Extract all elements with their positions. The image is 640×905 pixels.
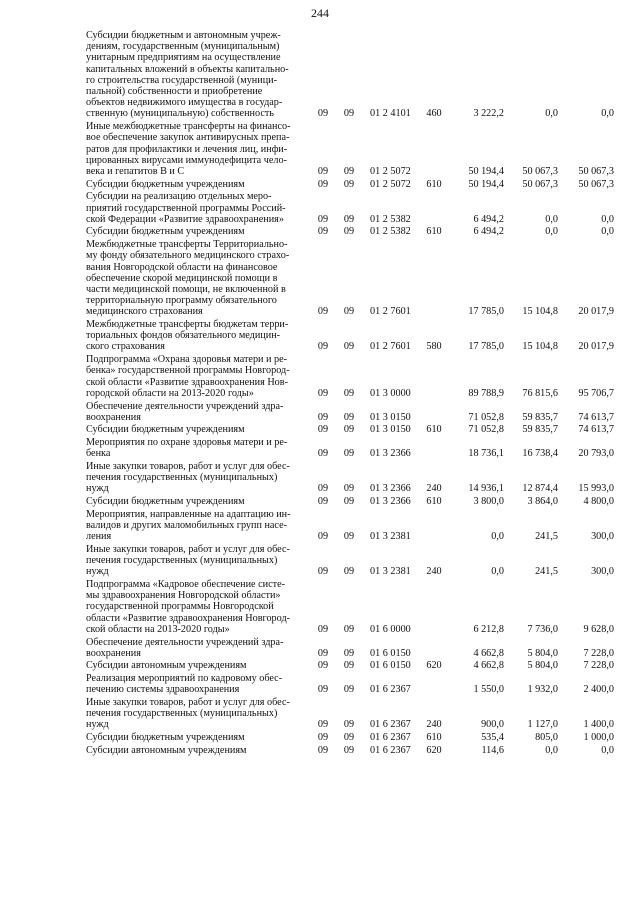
row-section: 09 <box>317 647 329 659</box>
row-name: Субсидии автономным учреждениям <box>86 744 247 756</box>
row-value-2: 16 738,4 <box>522 448 558 460</box>
row-name: Субсидии бюджетным учреждениям <box>86 496 245 508</box>
row-expense-type: 240 <box>426 719 442 731</box>
row-name: Иные межбюджетные трансферты на финансо- вое обеспечение закупок антивирусных препа- ратов для профилактики и лечения лиц, инфи- цированных вирусами иммунодефицита чело- века и гепатитов В и С <box>86 121 291 177</box>
row-target-code: 01 2 5382 <box>370 213 411 225</box>
row-name: Субсидии бюджетным учреждениям <box>86 732 245 744</box>
row-target-code: 01 6 2367 <box>370 732 411 744</box>
row-expense-type: 620 <box>426 660 442 672</box>
row-subsection: 09 <box>343 732 355 744</box>
row-name: Подпрограмма «Кадровое обеспечение систе- мы здравоохранения Новгородской области» государственной программы Новгородской области «Развитие здравоохранения Новгород- ской области на 2013-2020 годы» <box>86 579 291 635</box>
row-section: 09 <box>317 660 329 672</box>
row-value-1: 900,0 <box>481 719 504 731</box>
row-name: Подпрограмма «Охрана здоровья матери и ре- бенка» государственной программы Новгород- ской области «Развитие здравоохранения Нов- городской области на 2013-2020 годы» <box>86 354 290 399</box>
row-value-3: 0,0 <box>601 213 614 225</box>
row-target-code: 01 2 5072 <box>370 165 411 177</box>
row-value-2: 50 067,3 <box>522 178 558 190</box>
row-value-3: 95 706,7 <box>578 387 614 399</box>
table-row <box>86 496 614 507</box>
row-value-1: 71 052,8 <box>468 424 504 436</box>
table-row <box>86 424 614 435</box>
row-expense-type: 620 <box>426 744 442 756</box>
table-row <box>86 509 614 543</box>
row-value-2: 5 804,0 <box>527 660 558 672</box>
row-value-3: 300,0 <box>591 566 614 578</box>
row-value-3: 74 613,7 <box>578 424 614 436</box>
row-value-2: 0,0 <box>545 213 558 225</box>
row-value-3: 50 067,3 <box>578 178 614 190</box>
budget-table <box>86 30 614 756</box>
page-number: 244 <box>311 6 329 20</box>
table-row <box>86 121 614 177</box>
row-value-1: 89 788,9 <box>468 387 504 399</box>
row-name: Обеспечение деятельности учреждений здра- воохранения <box>86 636 284 659</box>
row-subsection: 09 <box>343 387 355 399</box>
row-value-3: 15 993,0 <box>578 483 614 495</box>
row-value-2: 59 835,7 <box>522 424 558 436</box>
row-value-3: 7 228,0 <box>583 647 614 659</box>
row-section: 09 <box>317 483 329 495</box>
row-subsection: 09 <box>343 306 355 318</box>
table-row <box>86 697 614 731</box>
row-value-3: 0,0 <box>601 744 614 756</box>
table-row <box>86 745 614 756</box>
row-value-2: 5 804,0 <box>527 647 558 659</box>
row-section: 09 <box>317 684 329 696</box>
row-value-1: 3 800,0 <box>473 496 504 508</box>
row-value-2: 1 127,0 <box>527 719 558 731</box>
row-value-3: 9 628,0 <box>583 623 614 635</box>
row-subsection: 09 <box>343 623 355 635</box>
row-value-1: 535,4 <box>481 732 504 744</box>
row-name: Иные закупки товаров, работ и услуг для обес- печения государственных (муниципальных) нужд <box>86 697 290 731</box>
row-value-3: 20 793,0 <box>578 448 614 460</box>
row-value-1: 17 785,0 <box>468 341 504 353</box>
row-value-1: 50 194,4 <box>468 178 504 190</box>
table-row <box>86 437 614 459</box>
row-value-3: 0,0 <box>601 226 614 238</box>
row-expense-type: 610 <box>426 732 442 744</box>
row-value-3: 7 228,0 <box>583 660 614 672</box>
row-value-3: 20 017,9 <box>578 341 614 353</box>
row-value-2: 0,0 <box>545 744 558 756</box>
row-value-1: 6 494,2 <box>473 213 504 225</box>
row-value-1: 71 052,8 <box>468 411 504 423</box>
row-value-1: 4 662,8 <box>473 647 504 659</box>
row-name: Субсидии на реализацию отдельных меро- приятий государственной программы Россий- ской Федерации «Развитие здравоохранения» <box>86 191 286 225</box>
row-value-3: 0,0 <box>601 108 614 120</box>
row-name: Иные закупки товаров, работ и услуг для обес- печения государственных (муниципальных) нужд <box>86 543 290 578</box>
row-value-1: 6 494,2 <box>473 226 504 238</box>
row-name: Субсидии бюджетным учреждениям <box>86 178 245 190</box>
row-value-2: 59 835,7 <box>522 411 558 423</box>
row-section: 09 <box>317 411 329 423</box>
table-row <box>86 579 614 635</box>
row-value-1: 17 785,0 <box>468 306 504 318</box>
row-value-2: 1 932,0 <box>527 684 558 696</box>
table-row <box>86 191 614 225</box>
row-subsection: 09 <box>343 496 355 508</box>
row-name: Межбюджетные трансферты бюджетам терри- ториальных фондов обязательного медицин- ского страхования <box>86 319 289 353</box>
row-subsection: 09 <box>343 660 355 672</box>
row-subsection: 09 <box>343 424 355 436</box>
row-value-3: 74 613,7 <box>578 411 614 423</box>
row-section: 09 <box>317 732 329 744</box>
row-expense-type: 610 <box>426 424 442 436</box>
row-section: 09 <box>317 306 329 318</box>
row-value-2: 0,0 <box>545 108 558 120</box>
row-name: Мероприятия по охране здоровья матери и ре- бенка <box>86 437 288 460</box>
row-value-2: 241,5 <box>535 531 558 543</box>
row-subsection: 09 <box>343 566 355 578</box>
row-name: Субсидии автономным учреждениям <box>86 660 247 672</box>
row-target-code: 01 6 2367 <box>370 719 411 731</box>
row-subsection: 09 <box>343 531 355 543</box>
row-target-code: 01 2 7601 <box>370 306 411 318</box>
row-name: Реализация мероприятий по кадровому обес- печению системы здравоохранения <box>86 673 283 696</box>
table-row <box>86 732 614 743</box>
row-value-3: 4 800,0 <box>583 496 614 508</box>
table-row <box>86 673 614 695</box>
row-section: 09 <box>317 496 329 508</box>
row-target-code: 01 2 4101 <box>370 108 411 120</box>
row-section: 09 <box>317 531 329 543</box>
row-expense-type: 460 <box>426 108 442 120</box>
row-section: 09 <box>317 744 329 756</box>
row-expense-type: 610 <box>426 178 442 190</box>
row-section: 09 <box>317 566 329 578</box>
row-subsection: 09 <box>343 226 355 238</box>
row-expense-type: 610 <box>426 496 442 508</box>
row-value-1: 3 222,2 <box>473 108 504 120</box>
row-value-1: 1 550,0 <box>473 684 504 696</box>
row-target-code: 01 3 0150 <box>370 424 411 436</box>
row-section: 09 <box>317 424 329 436</box>
row-target-code: 01 3 2381 <box>370 566 411 578</box>
table-row <box>86 660 614 671</box>
row-value-3: 300,0 <box>591 531 614 543</box>
row-value-1: 6 212,8 <box>473 623 504 635</box>
row-target-code: 01 6 2367 <box>370 684 411 696</box>
row-target-code: 01 6 2367 <box>370 744 411 756</box>
table-row <box>86 401 614 423</box>
row-section: 09 <box>317 623 329 635</box>
row-name: Субсидии бюджетным учреждениям <box>86 424 245 436</box>
row-value-2: 12 874,4 <box>522 483 558 495</box>
row-section: 09 <box>317 341 329 353</box>
row-value-1: 50 194,4 <box>468 165 504 177</box>
row-section: 09 <box>317 108 329 120</box>
row-subsection: 09 <box>343 744 355 756</box>
row-subsection: 09 <box>343 448 355 460</box>
row-value-2: 7 736,0 <box>527 623 558 635</box>
row-subsection: 09 <box>343 341 355 353</box>
row-name: Обеспечение деятельности учреждений здра- воохранения <box>86 400 284 423</box>
row-target-code: 01 3 2381 <box>370 531 411 543</box>
row-value-1: 4 662,8 <box>473 660 504 672</box>
row-value-1: 18 736,1 <box>468 448 504 460</box>
table-row <box>86 319 614 353</box>
row-value-3: 50 067,3 <box>578 165 614 177</box>
row-value-2: 76 815,6 <box>522 387 558 399</box>
row-subsection: 09 <box>343 213 355 225</box>
table-row <box>86 30 614 120</box>
row-name: Субсидии бюджетным учреждениям <box>86 226 245 238</box>
row-value-2: 50 067,3 <box>522 165 558 177</box>
row-expense-type: 240 <box>426 483 442 495</box>
table-row <box>86 544 614 578</box>
row-section: 09 <box>317 178 329 190</box>
row-subsection: 09 <box>343 647 355 659</box>
row-target-code: 01 3 2366 <box>370 448 411 460</box>
row-value-2: 805,0 <box>535 732 558 744</box>
row-section: 09 <box>317 213 329 225</box>
table-row <box>86 179 614 190</box>
row-subsection: 09 <box>343 108 355 120</box>
row-section: 09 <box>317 448 329 460</box>
row-value-3: 2 400,0 <box>583 684 614 696</box>
row-target-code: 01 6 0150 <box>370 647 411 659</box>
row-section: 09 <box>317 226 329 238</box>
row-subsection: 09 <box>343 719 355 731</box>
table-row <box>86 354 614 399</box>
row-value-3: 1 400,0 <box>583 719 614 731</box>
row-target-code: 01 3 0150 <box>370 411 411 423</box>
row-target-code: 01 3 0000 <box>370 387 411 399</box>
row-section: 09 <box>317 165 329 177</box>
row-target-code: 01 6 0150 <box>370 660 411 672</box>
table-row <box>86 226 614 237</box>
row-value-3: 1 000,0 <box>583 732 614 744</box>
table-row <box>86 637 614 659</box>
row-value-3: 20 017,9 <box>578 306 614 318</box>
row-name: Мероприятия, направленные на адаптацию ин- валидов и других маломобильных групп насе- ления <box>86 508 291 543</box>
row-value-2: 15 104,8 <box>522 306 558 318</box>
row-subsection: 09 <box>343 178 355 190</box>
row-value-2: 3 864,0 <box>527 496 558 508</box>
row-name: Субсидии бюджетным и автономным учреж- дениям, государственным (муниципальным) унитарным предприятиям на осуществление капитальных вложений в объекты капитально- го строительства государственной (муници- пальной) собственности и приобретение объектов недвижимого имущества в государ- ственную (муниципальную) собственность <box>86 30 289 120</box>
row-value-1: 114,6 <box>481 744 504 756</box>
row-value-2: 15 104,8 <box>522 341 558 353</box>
row-expense-type: 610 <box>426 226 442 238</box>
row-name: Межбюджетные трансферты Территориально- му фонду обязательного медицинского страхо- вания Новгородской области на финансовое обеспечение скорой медицинской помощи в части медицинской помощи, не включенной в территориальную программу обязательного медицинского страхования <box>86 239 290 318</box>
row-section: 09 <box>317 719 329 731</box>
row-value-1: 14 936,1 <box>468 483 504 495</box>
row-expense-type: 580 <box>426 341 442 353</box>
table-row <box>86 461 614 495</box>
row-value-1: 0,0 <box>491 531 504 543</box>
row-value-2: 241,5 <box>535 566 558 578</box>
row-subsection: 09 <box>343 684 355 696</box>
row-name: Иные закупки товаров, работ и услуг для обес- печения государственных (муниципальных) нужд <box>86 461 290 495</box>
row-target-code: 01 3 2366 <box>370 483 411 495</box>
table-row <box>86 239 614 317</box>
row-target-code: 01 2 5382 <box>370 226 411 238</box>
row-target-code: 01 2 5072 <box>370 178 411 190</box>
row-value-1: 0,0 <box>491 566 504 578</box>
row-subsection: 09 <box>343 411 355 423</box>
row-target-code: 01 2 7601 <box>370 341 411 353</box>
row-section: 09 <box>317 387 329 399</box>
row-subsection: 09 <box>343 483 355 495</box>
row-expense-type: 240 <box>426 566 442 578</box>
row-subsection: 09 <box>343 165 355 177</box>
row-target-code: 01 3 2366 <box>370 496 411 508</box>
row-target-code: 01 6 0000 <box>370 623 411 635</box>
row-value-2: 0,0 <box>545 226 558 238</box>
